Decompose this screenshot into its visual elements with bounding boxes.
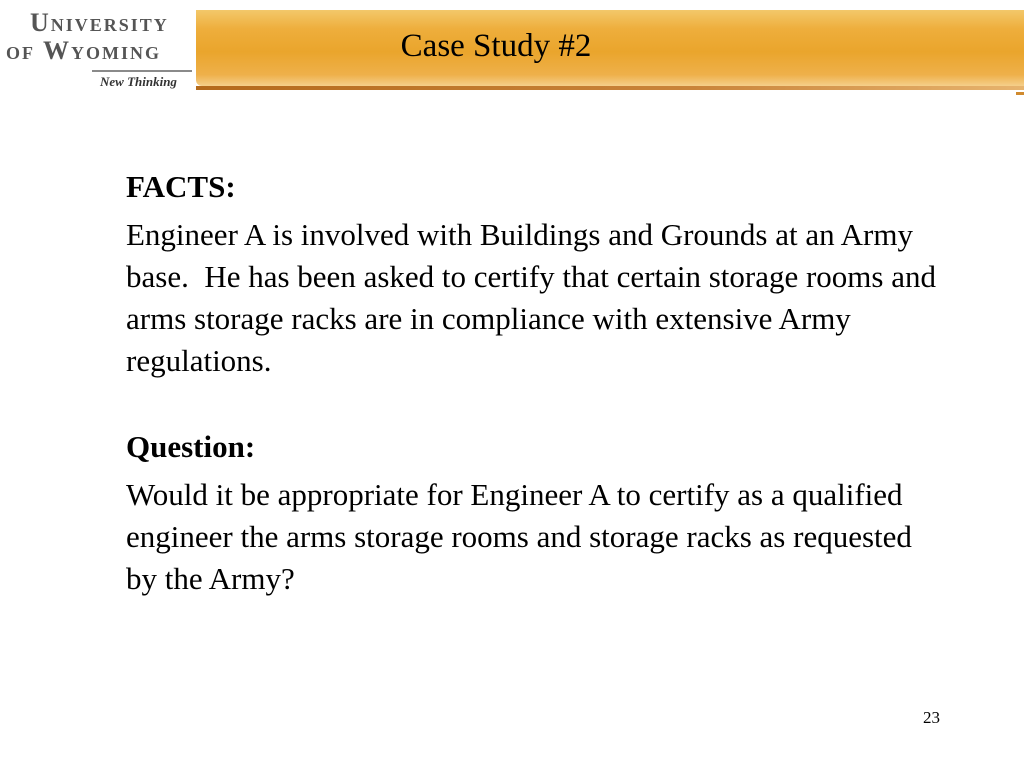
logo-line-university: University — [30, 8, 169, 37]
title-banner-shadow — [196, 86, 1024, 90]
logo-divider — [92, 70, 192, 72]
facts-text: Engineer A is involved with Buildings and Grounds at an Army base. He has been asked to certify that certain storage rooms and arms storage racks are in compliance with extensive Army regulations. — [126, 217, 944, 378]
section-spacer — [126, 382, 946, 426]
slide-header — [0, 0, 1024, 96]
question-heading: Question: — [126, 429, 256, 464]
slide-number: 23 — [923, 708, 940, 727]
facts-heading: FACTS: — [126, 169, 236, 204]
logo-line-wyoming: of Wyoming — [6, 36, 162, 65]
slide-content — [126, 166, 946, 600]
banner-accent — [1016, 92, 1024, 95]
slide-title: Case Study #2 — [400, 28, 592, 64]
university-logo — [0, 2, 196, 94]
logo-tagline: New Thinking — [100, 74, 177, 89]
question-text: Would it be appropriate for Engineer A to certify as a qualified engineer the arms storage rooms and storage racks as requested by the Army? — [126, 477, 912, 596]
